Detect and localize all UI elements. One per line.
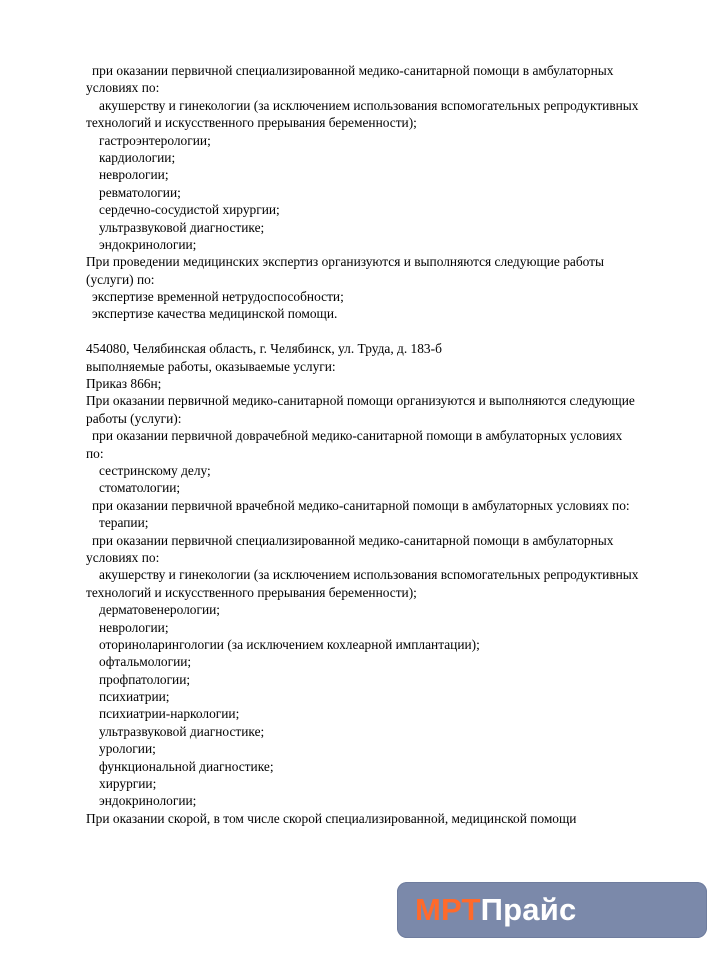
text-line: условиях по: — [86, 549, 160, 565]
text-line: 454080, Челябинская область, г. Челябинск, ул. Труда, д. 183-б — [86, 341, 442, 357]
text-line: оториноларингологии (за исключением кохлеарной имплантации); — [99, 636, 480, 652]
text-line: технологий и искусственного прерывания беременности); — [86, 115, 417, 131]
logo-text-part-a: МРТ — [415, 892, 481, 927]
text-line: При оказании скорой, в том числе скорой специализированной, медицинской помощи — [86, 810, 577, 826]
text-line: по: — [86, 445, 104, 461]
text-line: при оказании первичной доврачебной медико-санитарной помощи в амбулаторных условиях — [92, 428, 623, 444]
text-line: психиатрии-наркологии; — [99, 706, 240, 722]
text-line: неврологии; — [99, 619, 169, 635]
text-line: Приказ 866н; — [86, 376, 162, 392]
text-line: при оказании первичной врачебной медико-санитарной помощи в амбулаторных условиях по: — [92, 497, 630, 513]
text-line: работы (услуги): — [86, 410, 182, 426]
logo-text-part-b: Прайс — [480, 892, 577, 927]
text-line: выполняемые работы, оказываемые услуги: — [86, 358, 336, 374]
text-line: сестринскому делу; — [99, 462, 211, 478]
text-line: при оказании первичной специализированной медико-санитарной помощи в амбулаторных — [92, 532, 614, 548]
text-line: кардиологии; — [99, 149, 176, 165]
text-line: условиях по: — [86, 80, 160, 96]
text-line: технологий и искусственного прерывания беременности); — [86, 584, 417, 600]
text-line: акушерству и гинекологии (за исключением использования вспомогательных репродуктивных — [99, 97, 639, 113]
text-line: неврологии; — [99, 167, 169, 183]
logo-text — [415, 890, 576, 930]
text-line: офтальмологии; — [99, 654, 192, 670]
text-line: (услуги) по: — [86, 271, 155, 287]
text-line: сердечно-сосудистой хирургии; — [99, 202, 280, 218]
text-line: акушерству и гинекологии (за исключением использования вспомогательных репродуктивных — [99, 567, 639, 583]
document-body — [86, 62, 696, 827]
text-line: профпатологии; — [99, 671, 191, 687]
text-line: при оказании первичной специализированной медико-санитарной помощи в амбулаторных — [92, 63, 614, 78]
text-line: ультразвуковой диагностике; — [99, 219, 265, 235]
text-line: экспертизе временной нетрудоспособности; — [92, 289, 344, 305]
brand-logo[interactable] — [397, 882, 707, 938]
text-line: При проведении медицинских экспертиз организуются и выполняются следующие работы — [86, 254, 605, 270]
text-line: эндокринологии; — [99, 236, 197, 252]
text-line: ревматологии; — [99, 184, 181, 200]
blank-line — [86, 323, 696, 340]
text-line: терапии; — [99, 515, 149, 531]
text-line: При оказании первичной медико-санитарной помощи организуются и выполняются следующие — [86, 393, 635, 409]
text-line: урологии; — [99, 741, 156, 757]
text-line: функциональной диагностике; — [99, 758, 274, 774]
text-line: психиатрии; — [99, 689, 170, 705]
text-line: дерматовенерологии; — [99, 602, 221, 618]
text-line: гастроэнтерологии; — [99, 132, 211, 148]
text-line: ультразвуковой диагностике; — [99, 723, 265, 739]
text-line: хирургии; — [99, 776, 157, 792]
text-line: экспертизе качества медицинской помощи. — [92, 306, 338, 322]
text-line: эндокринологии; — [99, 793, 197, 809]
text-line: стоматологии; — [99, 480, 181, 496]
